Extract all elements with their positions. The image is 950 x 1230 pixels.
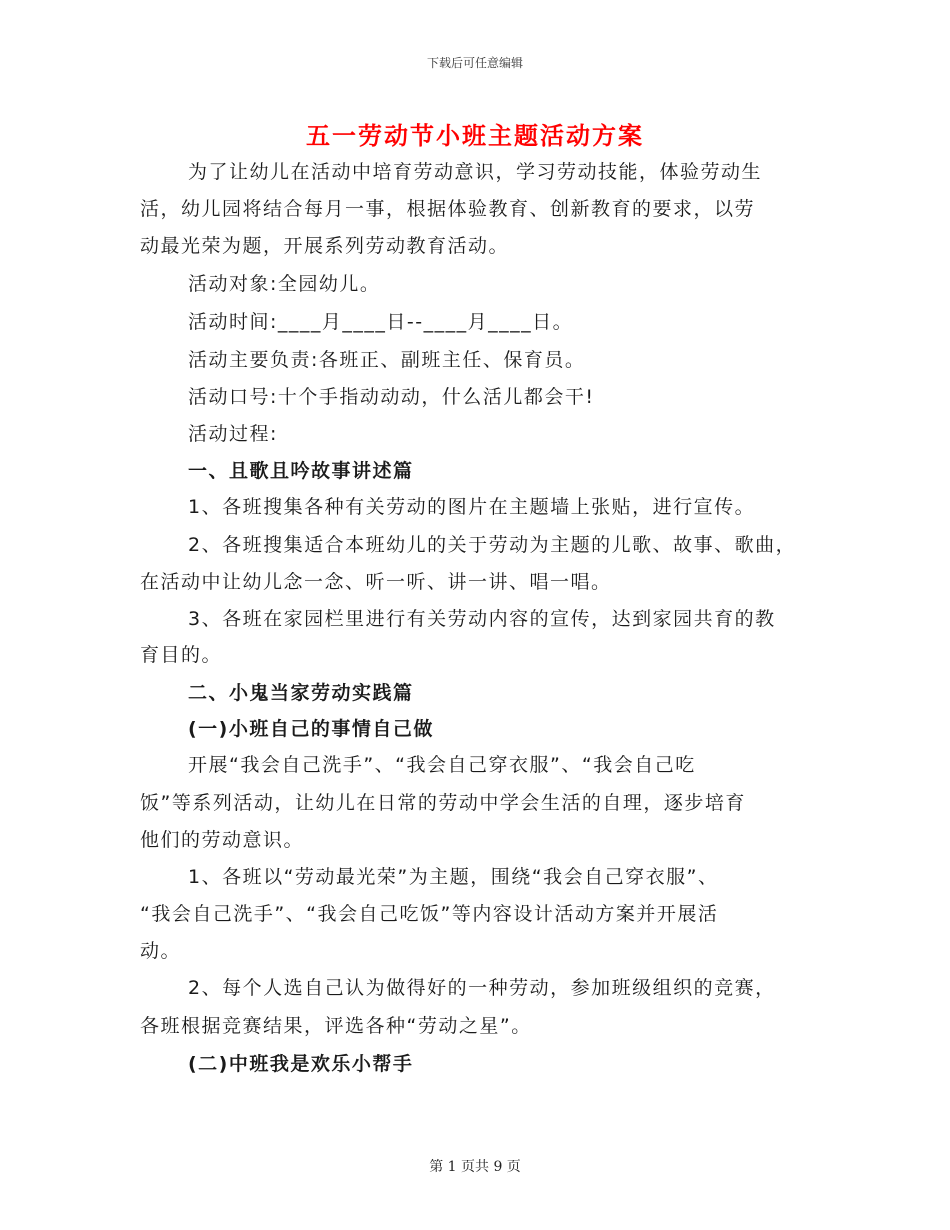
document-title: 五一劳动节小班主题活动方案 (306, 122, 644, 150)
subsection1-item-2-line-2: 各班根据竞赛结果，评选各种“劳动之星”。 (140, 1015, 532, 1037)
activity-time: 活动时间:____月____日--____月____日。 (188, 311, 574, 333)
section1-item-3-line-2: 育目的。 (140, 644, 223, 666)
activity-process: 活动过程: (188, 423, 278, 445)
subsection1-item-1-line-2: “我会自己洗手”、“我会自己吃饭”等内容设计活动方案并开展活 (140, 903, 719, 925)
subsection1-item-2-line-1: 2、每个人选自己认为做得好的一种劳动，参加班级组织的竞赛， (188, 977, 776, 999)
activity-leader: 活动主要负责:各班正、副班主任、保育员。 (188, 349, 586, 371)
activity-target: 活动对象:全园幼儿。 (188, 273, 381, 295)
section1-item-2-line-2: 在活动中让幼儿念一念、听一听、讲一讲、唱一唱。 (140, 571, 612, 593)
subsection1-para-line-3: 他们的劳动意识。 (140, 829, 305, 851)
intro-line-3: 动最光荣为题，开展系列劳动教育活动。 (140, 235, 510, 257)
subsection-heading-2: (二)中班我是欢乐小帮手 (188, 1053, 414, 1075)
section1-item-2-line-1: 2、各班搜集适合本班幼儿的关于劳动为主题的儿歌、故事、歌曲， (188, 534, 797, 556)
section1-item-3-line-1: 3、各班在家园栏里进行有关劳动内容的宣传，达到家园共育的教 (188, 608, 776, 630)
subsection-heading-1: (一)小班自己的事情自己做 (188, 718, 434, 740)
section-heading-2: 二、小鬼当家劳动实践篇 (188, 682, 414, 704)
intro-line-2: 活，幼儿园将结合每月一事，根据体验教育、创新教育的要求，以劳 (140, 198, 756, 220)
section-heading-1: 一、且歌且吟故事讲述篇 (188, 460, 414, 482)
subsection1-item-1-line-1: 1、各班以“劳动最光荣”为主题，围绕“我会自己穿衣服”、 (188, 866, 719, 888)
intro-line-1: 为了让幼儿在活动中培育劳动意识，学习劳动技能，体验劳动生 (188, 161, 763, 183)
subsection1-para-line-2: 饭”等系列活动，让幼儿在日常的劳动中学会生活的自理，逐步培育 (140, 792, 746, 814)
activity-slogan: 活动口号:十个手指动动动，什么活儿都会干! (188, 386, 595, 408)
section1-item-1: 1、各班搜集各种有关劳动的图片在主题墙上张贴，进行宣传。 (188, 496, 756, 518)
subsection1-item-1-line-3: 动。 (140, 940, 182, 962)
page-footer: 第 1 页共 9 页 (429, 1159, 521, 1175)
header-note: 下载后可任意编辑 (426, 56, 523, 70)
subsection1-para-line-1: 开展“我会自己洗手”、“我会自己穿衣服”、“我会自己吃 (188, 754, 696, 776)
